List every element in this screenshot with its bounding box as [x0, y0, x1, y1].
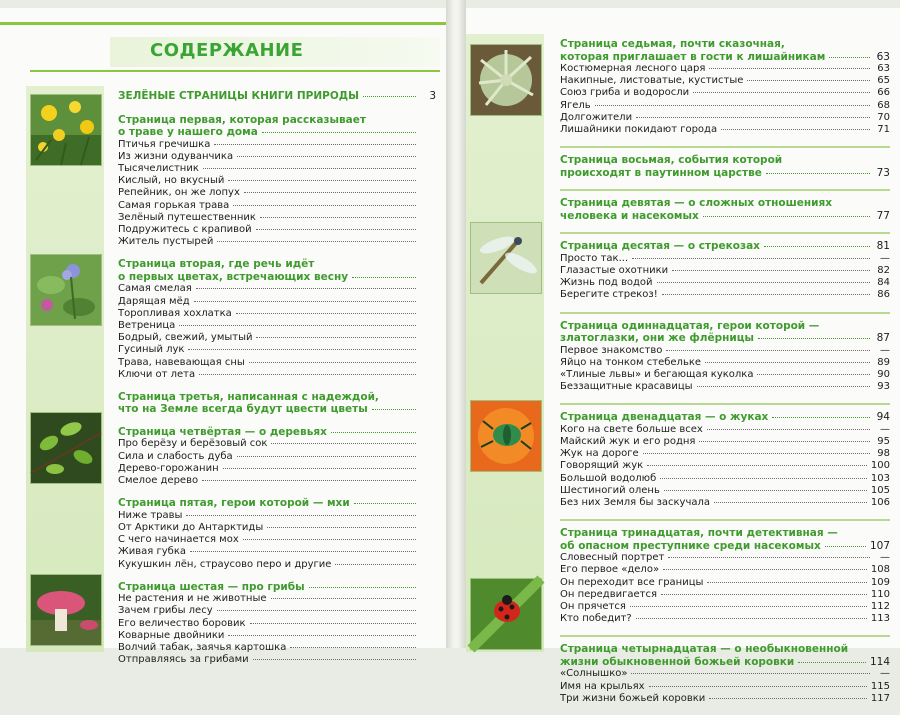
page-number: 112 [870, 601, 890, 613]
entry-title: Имя на крыльях [560, 680, 645, 692]
entry-title: Яйцо на тонком стебельке [560, 356, 702, 368]
toc-entry[interactable] [118, 139, 436, 151]
entry-title: Долгожители [560, 111, 633, 123]
entry-title: Бодрый, свежий, умытый [118, 332, 253, 344]
section-divider [560, 312, 890, 314]
toc-entry[interactable] [560, 424, 890, 436]
section-divider [560, 146, 890, 148]
toc-entry[interactable] [560, 124, 890, 136]
toc-entry[interactable] [118, 283, 436, 295]
entry-title: «Тлиные львы» и бегающая куколка [560, 368, 754, 380]
page-number: 98 [877, 448, 890, 460]
entry-title: Его первое «дело» [560, 564, 660, 576]
entry-title: Торопливая хохлатка [118, 307, 232, 319]
page-number: 89 [877, 356, 890, 368]
toc-section [560, 38, 890, 136]
entry-title: Смелое дерево [118, 475, 199, 487]
toc-entry[interactable] [560, 100, 890, 112]
entry-title: Словесный портрет [560, 552, 665, 564]
entry-title: Живая губка [118, 546, 186, 558]
toc-section [560, 232, 890, 301]
entry-title: Майский жук и его родня [560, 436, 696, 448]
section-heading[interactable] [560, 411, 890, 424]
toc-entry[interactable] [560, 564, 890, 576]
toc-entry[interactable] [560, 436, 890, 448]
section-heading[interactable] [560, 240, 890, 253]
toc-section [560, 635, 890, 705]
entry-title: Сила и слабость дуба [118, 450, 233, 462]
section-heading-line: происходят в паутинном царстве 73 [560, 166, 890, 179]
dandelion-photo [30, 94, 102, 166]
intro-heading[interactable]: ЗЕЛЁНЫЕ СТРАНИЦЫ КНИГИ ПРИРОДЫ 3 [118, 90, 436, 102]
entry-title: Его величество боровик [118, 617, 246, 629]
section-heading[interactable] [118, 426, 436, 439]
entry-title: Он передвигается [560, 588, 657, 600]
section-heading-line: о траве у нашего дома [118, 126, 436, 139]
right-page [466, 8, 900, 704]
entry-title: Большой водолюб [560, 472, 657, 484]
entry-title: Он переходит все границы [560, 576, 704, 588]
section-heading-line: об опасном преступнике среди насекомых 107 [560, 539, 890, 552]
entry-title: Зелёный путешественник [118, 211, 256, 223]
page-number: — [880, 552, 890, 564]
page-number: 108 [870, 564, 890, 576]
toc-entry[interactable] [560, 277, 890, 289]
left-sections [118, 114, 436, 667]
toc-entry[interactable] [118, 630, 436, 642]
toc-entry[interactable] [118, 212, 436, 224]
toc-entry[interactable] [118, 522, 436, 534]
toc-entry[interactable] [560, 87, 890, 99]
page-number: 63 [877, 63, 890, 74]
entry-title: Из жизни одуванчика [118, 150, 234, 162]
entry-title: Дарящая мёд [118, 295, 190, 307]
toc-entry[interactable] [560, 265, 890, 277]
section-heading-line: что на Земле всегда будут цвести цветы [118, 403, 436, 416]
page-number: 86 [877, 289, 890, 301]
entry-title: Дерево-горожанин [118, 462, 219, 474]
toc-entry[interactable] [118, 296, 436, 308]
toc-entry[interactable] [118, 534, 436, 546]
toc-section [118, 391, 436, 416]
entry-title: Птичья гречишка [118, 138, 211, 150]
toc-entry[interactable] [118, 510, 436, 522]
violet-flower-photo [30, 254, 102, 326]
page-number: 94 [876, 411, 890, 424]
page-number: 103 [870, 472, 890, 484]
entry-title: Кто победит? [560, 613, 632, 625]
section-heading-line: Страница тринадцатая, почти детективная — [560, 527, 838, 540]
entry-title: Житель пустырей [118, 236, 214, 248]
section-heading[interactable] [118, 114, 436, 139]
page-number: 109 [870, 576, 890, 588]
entry-title: Первое знакомство [560, 344, 663, 356]
toc-entry[interactable] [560, 253, 890, 265]
toc-entry[interactable] [118, 151, 436, 163]
section-heading-line: златоглазки, они же флёрницы 87 [560, 332, 890, 345]
page-number: — [880, 252, 890, 264]
section-heading[interactable] [560, 154, 890, 179]
photo-column-right [466, 34, 544, 652]
toc-entry[interactable] [118, 332, 436, 344]
section-heading-line: Страница четырнадцатая — о необыкновенной [560, 643, 849, 656]
toc-entry[interactable] [118, 559, 436, 571]
section-heading[interactable] [118, 581, 436, 594]
entry-title: Кого на свете больше всех [560, 423, 703, 435]
entry-title: Говорящий жук [560, 460, 644, 472]
title-rule [30, 70, 440, 72]
entry-title: «Солнышко» [560, 668, 628, 680]
page-number: 73 [876, 166, 890, 179]
section-heading[interactable] [560, 197, 890, 222]
toc-entry[interactable] [560, 112, 890, 124]
entry-title: Кукушкин лён, страусово перо и другие [118, 558, 332, 570]
toc-section [560, 403, 890, 509]
toc-entry[interactable] [560, 75, 890, 87]
pink-mushroom-photo [30, 574, 102, 646]
toc-entry[interactable] [118, 369, 436, 381]
toc-entry[interactable] [560, 693, 890, 705]
entry-title: Отправляясь за грибами [118, 654, 249, 666]
page-number: 84 [877, 277, 890, 289]
toc-section [560, 146, 890, 179]
section-heading-line: Страница двенадцатая — о жуках 94 [560, 411, 890, 424]
section-heading[interactable] [118, 497, 436, 510]
entry-title: Союз гриба и водоросли [560, 87, 690, 99]
section-heading[interactable] [560, 643, 890, 668]
section-heading-line: Страница одиннадцатая, герои которой — [560, 319, 820, 332]
page-number: 110 [870, 588, 890, 600]
book-gutter [446, 0, 466, 648]
page-number: 93 [877, 381, 890, 393]
section-heading-line: Страница девятая — о сложных отношениях [560, 197, 833, 210]
toc-entry[interactable] [118, 475, 436, 487]
top-rule [0, 22, 446, 25]
section-heading[interactable] [560, 527, 890, 552]
page-number: 95 [877, 436, 890, 448]
section-heading-line: Страница десятая — о стрекозах 81 [560, 240, 890, 253]
section-heading-line: жизни обыкновенной божьей коровки 114 [560, 655, 890, 668]
dragonfly-photo [470, 222, 542, 294]
section-heading-line: Страница третья, написанная с надеждой, [118, 390, 379, 403]
entry-title: Он прячется [560, 601, 626, 613]
toc-entry[interactable] [560, 369, 890, 381]
toc-section [118, 114, 436, 249]
toc-entry[interactable] [118, 546, 436, 558]
toc-entry[interactable] [118, 357, 436, 369]
toc-entry[interactable] [118, 438, 436, 450]
entry-title: Ветреница [118, 319, 176, 331]
entry-title: Ягель [560, 99, 591, 111]
page-number: 105 [870, 484, 890, 496]
left-page [0, 8, 446, 666]
toc-section [560, 189, 890, 222]
entry-title: Беззащитные красавицы [560, 381, 693, 393]
toc-entry[interactable] [118, 593, 436, 605]
toc-entry[interactable] [118, 451, 436, 463]
page-number: 90 [877, 368, 890, 380]
section-heading[interactable] [560, 320, 890, 345]
entry-title: Без них Земля бы заскучала [560, 497, 711, 509]
page-number: 107 [869, 539, 890, 552]
section-heading[interactable] [118, 391, 436, 416]
toc-section [118, 581, 436, 667]
page-number: 63 [876, 50, 890, 63]
toc-section [560, 519, 890, 625]
ladybug-photo [470, 578, 542, 650]
toc-entry[interactable] [118, 654, 436, 666]
toc-entry[interactable] [560, 681, 890, 693]
toc-entry[interactable] [118, 320, 436, 332]
toc-entry[interactable] [560, 485, 890, 497]
toc-entry[interactable] [118, 224, 436, 236]
entry-title: Самая горькая трава [118, 199, 230, 211]
entry-title: От Арктики до Антарктиды [118, 521, 264, 533]
entry-title: Коварные двойники [118, 629, 225, 641]
toc-entry[interactable] [560, 381, 890, 393]
page-title: СОДЕРЖАНИЕ [150, 40, 304, 61]
section-divider [560, 232, 890, 234]
page-number: 71 [877, 124, 890, 136]
toc-section [118, 426, 436, 487]
page-number: 68 [877, 99, 890, 111]
entry-title: С чего начинается мох [118, 534, 239, 546]
entry-title: Про берёзу и берёзовый сок [118, 438, 268, 450]
page-number: 81 [876, 240, 890, 253]
birch-leaves-photo [30, 412, 102, 484]
page-number: 115 [870, 680, 890, 692]
page-number: 70 [877, 111, 890, 123]
page-number: — [880, 344, 890, 356]
toc-entry[interactable] [118, 344, 436, 356]
toc-entry[interactable] [118, 463, 436, 475]
toc-entry[interactable] [560, 497, 890, 509]
toc-entry[interactable] [118, 618, 436, 630]
toc-left [118, 90, 436, 677]
section-heading[interactable] [118, 258, 436, 283]
section-divider [560, 403, 890, 405]
toc-entry[interactable] [560, 460, 890, 472]
section-heading-line: о первых цветах, встречающих весну [118, 271, 436, 284]
entry-title: Волчий табак, заячья картошка [118, 642, 287, 654]
entry-title: Три жизни божьей коровки [560, 692, 706, 704]
entry-title: Тысячелистник [118, 162, 199, 174]
entry-title: Костюмерная лесного царя [560, 63, 706, 74]
green-beetle-on-flower-photo [470, 400, 542, 472]
entry-title: Лишайники покидают города [560, 124, 718, 136]
toc-entry[interactable] [560, 448, 890, 460]
section-heading-line: Страница седьмая, почти сказочная, [560, 38, 785, 50]
section-heading-line: Страница вторая, где речь идёт [118, 258, 315, 271]
section-divider [560, 635, 890, 637]
entry-title: Шестиногий олень [560, 484, 660, 496]
page-number: 77 [876, 209, 890, 222]
entry-title: Глазастые охотники [560, 264, 669, 276]
page-number: 65 [877, 75, 890, 87]
toc-entry[interactable] [118, 175, 436, 187]
section-heading-line: которая приглашает в гости к лишайникам 63 [560, 50, 890, 63]
section-divider [560, 189, 890, 191]
section-divider [560, 519, 890, 521]
page-number: 66 [877, 87, 890, 99]
toc-entry[interactable] [560, 577, 890, 589]
toc-entry[interactable] [118, 605, 436, 617]
page-number: 113 [870, 613, 890, 625]
toc-entry[interactable] [560, 601, 890, 613]
entry-title: Ключи от лета [118, 368, 196, 380]
page-number: 114 [869, 655, 890, 668]
toc-section [560, 312, 890, 394]
page-number: — [880, 668, 890, 680]
page-number: 106 [870, 497, 890, 509]
toc-entry[interactable] [118, 236, 436, 248]
section-heading[interactable] [560, 38, 890, 63]
entry-title: Ниже травы [118, 509, 183, 521]
page-number: 82 [877, 264, 890, 276]
section-heading-line: Страница пятая, герои которой — мхи [118, 497, 436, 510]
toc-entry[interactable] [560, 289, 890, 301]
toc-entry[interactable] [118, 200, 436, 212]
entry-title: Накипные, листоватые, кустистые [560, 75, 744, 87]
toc-section [118, 497, 436, 571]
entry-title: Жук на дороге [560, 448, 639, 460]
lichen-photo [470, 44, 542, 116]
toc-right [560, 38, 890, 715]
toc-entry[interactable] [560, 473, 890, 485]
toc-entry[interactable] [560, 63, 890, 75]
entry-title: Жизнь под водой [560, 277, 653, 289]
page-number: — [880, 423, 890, 435]
right-sections [560, 38, 890, 705]
entry-title: Самая смелая [118, 283, 192, 295]
page-number: 117 [870, 692, 890, 704]
entry-title: Берегите стрекоз! [560, 289, 658, 301]
toc-section [118, 258, 436, 381]
entry-title: Гусиный лук [118, 344, 185, 356]
section-heading-line: Страница четвёртая — о деревьях [118, 426, 436, 439]
toc-entry[interactable] [560, 357, 890, 369]
entry-title: Репейник, он же лопух [118, 187, 240, 199]
page-number: 100 [870, 460, 890, 472]
toc-entry[interactable] [118, 308, 436, 320]
toc-entry[interactable] [118, 187, 436, 199]
toc-entry[interactable] [118, 642, 436, 654]
section-heading-line: Страница восьмая, события которой [560, 154, 783, 167]
page-number: 87 [876, 332, 890, 345]
entry-title: Кислый, но вкусный [118, 175, 225, 187]
toc-entry[interactable] [560, 668, 890, 680]
entry-title: Подружитесь с крапивой [118, 223, 252, 235]
entry-title: Просто так... [560, 252, 629, 264]
section-heading-line: Страница шестая — про грибы [118, 581, 436, 594]
entry-title: Не растения и не животные [118, 593, 267, 605]
section-heading-line: Страница первая, которая рассказывает [118, 113, 366, 126]
entry-title: Зачем грибы лесу [118, 605, 213, 617]
entry-title: Трава, навевающая сны [118, 356, 245, 368]
toc-entry[interactable] [560, 345, 890, 357]
section-heading-line: человека и насекомых 77 [560, 209, 890, 222]
toc-entry[interactable] [560, 589, 890, 601]
toc-entry[interactable] [560, 613, 890, 625]
toc-entry[interactable] [118, 163, 436, 175]
photo-column-left [26, 86, 104, 652]
toc-entry[interactable] [560, 552, 890, 564]
